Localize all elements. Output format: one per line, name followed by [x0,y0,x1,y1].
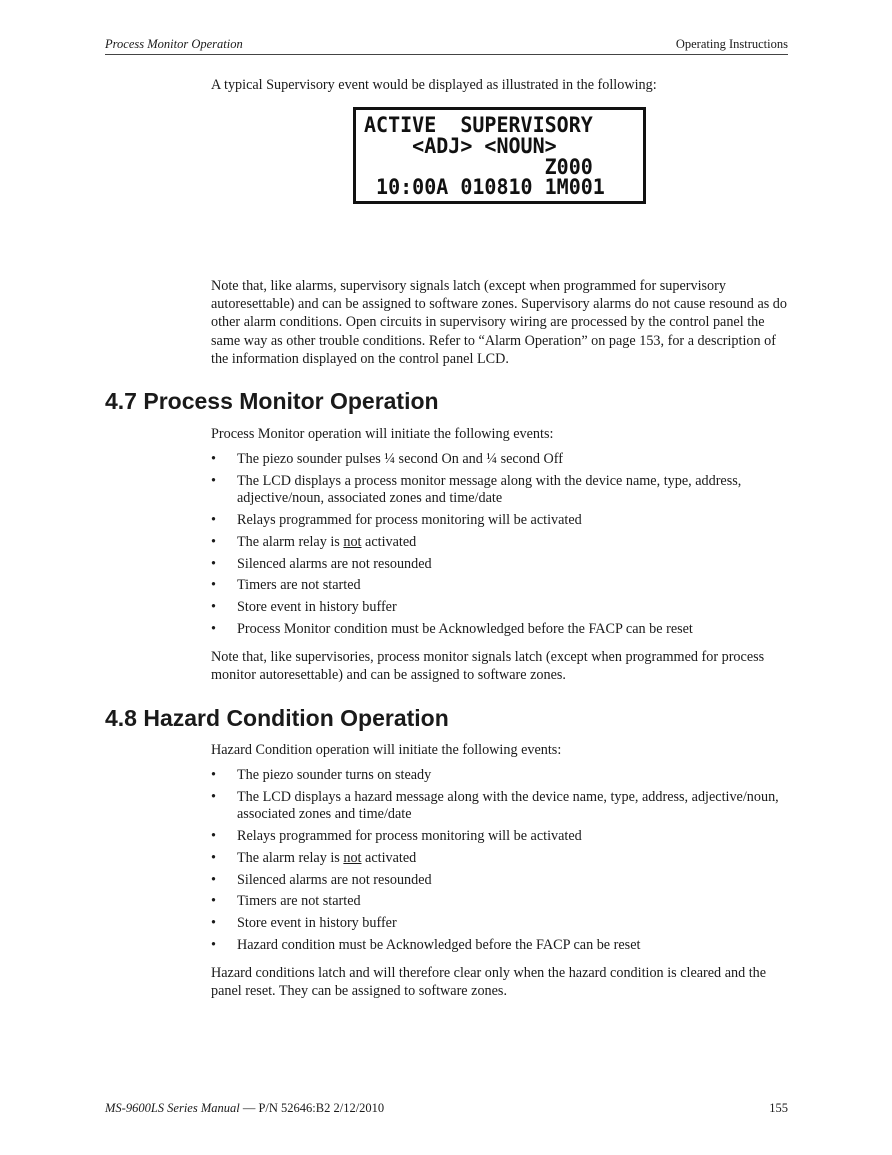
list-item: • Relays programmed for process monitoring will be activated [211,512,582,529]
header-chapter-title: Operating Instructions [675,37,788,51]
hazard-event-list [211,767,791,959]
bullet-icon: • [211,893,216,910]
bullet-icon: • [211,533,216,550]
bullet-icon: • [211,915,216,932]
lcd-line-3: Z000 [364,153,593,180]
footer-part-number: — P/N 52646:B2 2/12/2010 [242,1101,385,1115]
supervisory-note: Note that, like alarms, supervisory signals latch (except when programmed for supervisory autoresettable) and can be assigned to software zones. Supervisory alarms do not cause resound as do other alarm conditions. Open circuits in supervisory wiring are processed by the control panel the same way as other trouble conditions. Refer to “Alarm Operation” on page 153, for a description of the information displayed on the control panel LCD. [211,278,787,367]
section-4-7-note: Note that, like supervisories, process monitor signals latch (except when programmed for process monitor autoresettable) and can be assigned to software zones. [211,649,765,684]
intro-paragraph: A typical Supervisory event would be displayed as illustrated in the following: [211,77,657,93]
bullet-icon: • [211,621,216,638]
list-item: • The LCD displays a process monitor message along with the device name, type, address, adjective/noun, associated zones and time/date [211,472,742,507]
section-heading-4-8: 4.8 Hazard Condition Operation [105,705,449,731]
lcd-display-illustration [353,107,646,204]
lcd-line-4: 10:00A 010810 1M001 [364,173,605,200]
list-item: • The alarm relay is not activated [211,533,417,550]
list-item: • Timers are not started [211,893,361,910]
bullet-icon: • [211,828,216,845]
bullet-icon: • [211,871,216,888]
process-monitor-event-list [211,451,791,643]
page-number: 155 [769,1101,788,1115]
bullet-icon: • [211,788,216,805]
list-item: • Silenced alarms are not resounded [211,871,432,888]
bullet-icon: • [211,577,216,594]
bullet-icon: • [211,555,216,572]
lcd-line-1: ACTIVE SUPERVISORY [364,111,593,138]
running-header [105,36,788,55]
list-item: • Process Monitor condition must be Acknowledged before the FACP can be reset [211,621,693,638]
bullet-icon: • [211,512,216,529]
emphasis-not: not [343,849,362,866]
list-item: • Store event in history buffer [211,915,397,932]
emphasis-not: not [343,533,362,550]
list-item: • The piezo sounder turns on steady [211,767,432,783]
list-item: • Silenced alarms are not resounded [211,555,432,572]
footer-manual-info [105,1101,384,1116]
section-4-8-note: Hazard conditions latch and will therefore clear only when the hazard condition is cleared and the panel reset. They can be assigned to software zones. [211,965,767,1000]
bullet-icon: • [211,599,216,616]
footer-manual-title: MS-9600LS Series Manual [105,1101,240,1115]
bullet-icon: • [211,767,216,783]
bullet-icon: • [211,849,216,866]
section-4-7-lead: Process Monitor operation will initiate the following events: [211,426,554,442]
list-item: • Store event in history buffer [211,599,397,616]
list-item: • Relays programmed for process monitoring will be activated [211,828,582,845]
list-item: • The LCD displays a hazard message along with the device name, type, address, adjective/noun, associated zones and time/date [211,788,779,823]
list-item: • The alarm relay is not activated [211,849,417,866]
list-item: • Hazard condition must be Acknowledged before the FACP can be reset [211,937,641,954]
section-heading-4-7: 4.7 Process Monitor Operation [105,388,439,414]
list-item: • The piezo sounder pulses ¼ second On and ¼ second Off [211,451,563,467]
list-item: • Timers are not started [211,577,361,594]
header-section-title: Process Monitor Operation [105,37,243,51]
lcd-line-2: <ADJ> <NOUN> [364,132,557,159]
bullet-icon: • [211,472,216,489]
bullet-icon: • [211,451,216,467]
section-4-8-lead: Hazard Condition operation will initiate the following events: [211,742,562,758]
bullet-icon: • [211,937,216,954]
